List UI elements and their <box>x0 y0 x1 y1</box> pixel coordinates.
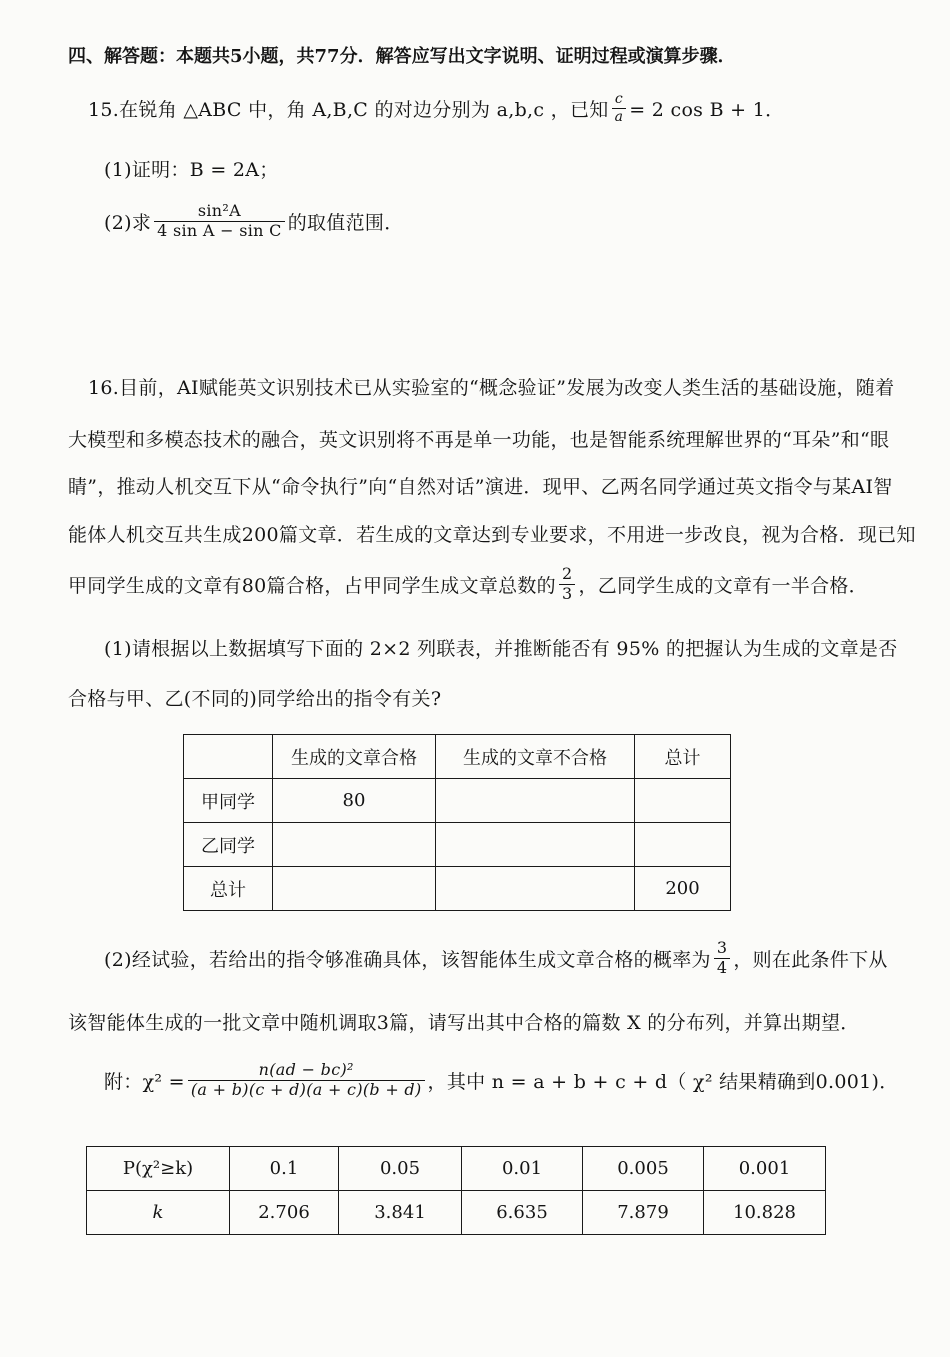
contingency-cell: 甲同学 <box>184 779 273 823</box>
critical-cell: 6.635 <box>462 1191 583 1235</box>
appendix-prefix: 附：χ² = <box>104 1070 185 1093</box>
contingency-cell: 总计 <box>184 867 273 911</box>
q15-cond-rhs: = 2 cos B + 1． <box>629 98 785 121</box>
critical-cell: 0.05 <box>339 1147 462 1191</box>
contingency-cell <box>273 823 436 867</box>
contingency-cell <box>436 779 635 823</box>
contingency-cell <box>273 867 436 911</box>
contingency-cell <box>436 823 635 867</box>
q15-cond-numerator: c <box>614 91 623 107</box>
appendix-formula <box>104 1062 899 1099</box>
q16-line5-denominator: 3 <box>559 584 575 603</box>
q16-part2-line-2: 该智能体生成的一批文章中随机调取3篇，请写出其中合格的篇数 X 的分布列，并算出期望． <box>68 1012 860 1034</box>
q16-part2-denominator: 4 <box>714 958 730 977</box>
q15-condition-fraction <box>612 92 627 124</box>
contingency-cell <box>635 779 731 823</box>
contingency-header-pass: 生成的文章合格 <box>273 735 436 779</box>
q15-part2-prefix: (2)求 <box>104 211 152 234</box>
q16-part2-numerator: 3 <box>716 938 728 957</box>
section-header: 四、解答题：本题共5小题，共77分．解答应写出文字说明、证明过程或演算步骤． <box>68 46 736 67</box>
critical-cell: 0.1 <box>230 1147 339 1191</box>
q15-cond-denominator: a <box>612 108 627 125</box>
contingency-cell <box>436 867 635 911</box>
chi-square-fraction <box>188 1062 425 1099</box>
q16-part2-suffix: ，则在此条件下从 <box>733 948 888 971</box>
q16-line5-suffix: ，乙同学生成的文章有一半合格． <box>578 574 868 597</box>
q16-part2-prefix: (2)经试验，若给出的指令够准确具体，该智能体生成文章合格的概率为 <box>104 948 711 971</box>
q16-part2-line-1 <box>104 940 888 977</box>
contingency-row-total <box>184 867 731 911</box>
q16-part1-line-1: (1)请根据以上数据填写下面的 2×2 列联表，并推断能否有 95% 的把握认为生成的文章是否 <box>104 638 898 660</box>
q15-stem-prefix: 15.在锐角 △ABC 中，角 A,B,C 的对边分别为 a,b,c ，已知 <box>88 98 609 121</box>
q15-part2-fraction <box>154 203 285 240</box>
q16-line5-fraction <box>559 566 575 603</box>
critical-cell-label: k <box>87 1191 230 1235</box>
critical-cell: 10.828 <box>704 1191 826 1235</box>
contingency-table <box>183 734 731 911</box>
contingency-cell: 200 <box>635 867 731 911</box>
q16-part2-fraction <box>714 940 730 977</box>
critical-value-table <box>86 1146 826 1235</box>
appendix-suffix: ，其中 n = a + b + c + d（ χ² 结果精确到0.001)． <box>427 1070 899 1093</box>
critical-row-probability <box>87 1147 826 1191</box>
q15-part1: (1)证明：B = 2A； <box>104 159 279 181</box>
q16-line-2: 大模型和多模态技术的融合，英文识别将不再是单一功能，也是智能系统理解世界的“耳朵”和“眼 <box>68 429 890 451</box>
contingency-header-fail: 生成的文章不合格 <box>436 735 635 779</box>
contingency-row-yi <box>184 823 731 867</box>
q15-stem <box>88 92 784 124</box>
contingency-cell <box>635 823 731 867</box>
critical-cell-label: P(χ²≥k) <box>87 1147 230 1191</box>
chi-square-numerator: n(ad − bc)² <box>258 1060 354 1079</box>
q16-line5-prefix: 甲同学生成的文章有80篇合格，占甲同学生成文章总数的 <box>68 574 556 597</box>
contingency-header-total: 总计 <box>635 735 731 779</box>
chi-square-denominator: (a + b)(c + d)(a + c)(b + d) <box>188 1080 425 1099</box>
contingency-header-corner <box>184 735 273 779</box>
q16-line-5 <box>68 566 868 603</box>
critical-cell: 2.706 <box>230 1191 339 1235</box>
q15-part2-numerator: sin²A <box>197 201 241 220</box>
q15-part2-suffix: 的取值范围． <box>287 211 404 234</box>
critical-cell: 0.005 <box>583 1147 704 1191</box>
q16-line-1: 16.目前，AI赋能英文识别技术已从实验室的“概念验证”发展为改变人类生活的基础设施，随着 <box>88 377 895 399</box>
q16-line-3: 睛”，推动人机交互下从“命令执行”向“自然对话”演进．现甲、乙两名同学通过英文指令与某AI智 <box>68 476 893 498</box>
q16-line5-numerator: 2 <box>561 564 573 583</box>
critical-cell: 7.879 <box>583 1191 704 1235</box>
q16-line-4: 能体人机交互共生成200篇文章．若生成的文章达到专业要求，不用进一步改良，视为合格．现已知 <box>68 524 916 546</box>
contingency-cell: 80 <box>273 779 436 823</box>
q15-part2-denominator: 4 sin A − sin C <box>154 221 285 240</box>
contingency-row-jia <box>184 779 731 823</box>
contingency-header-row <box>184 735 731 779</box>
q15-part2 <box>104 203 404 240</box>
critical-row-k <box>87 1191 826 1235</box>
critical-cell: 0.001 <box>704 1147 826 1191</box>
critical-cell: 3.841 <box>339 1191 462 1235</box>
q16-part1-line-2: 合格与甲、乙(不同的)同学给出的指令有关? <box>68 688 442 710</box>
contingency-cell: 乙同学 <box>184 823 273 867</box>
critical-cell: 0.01 <box>462 1147 583 1191</box>
